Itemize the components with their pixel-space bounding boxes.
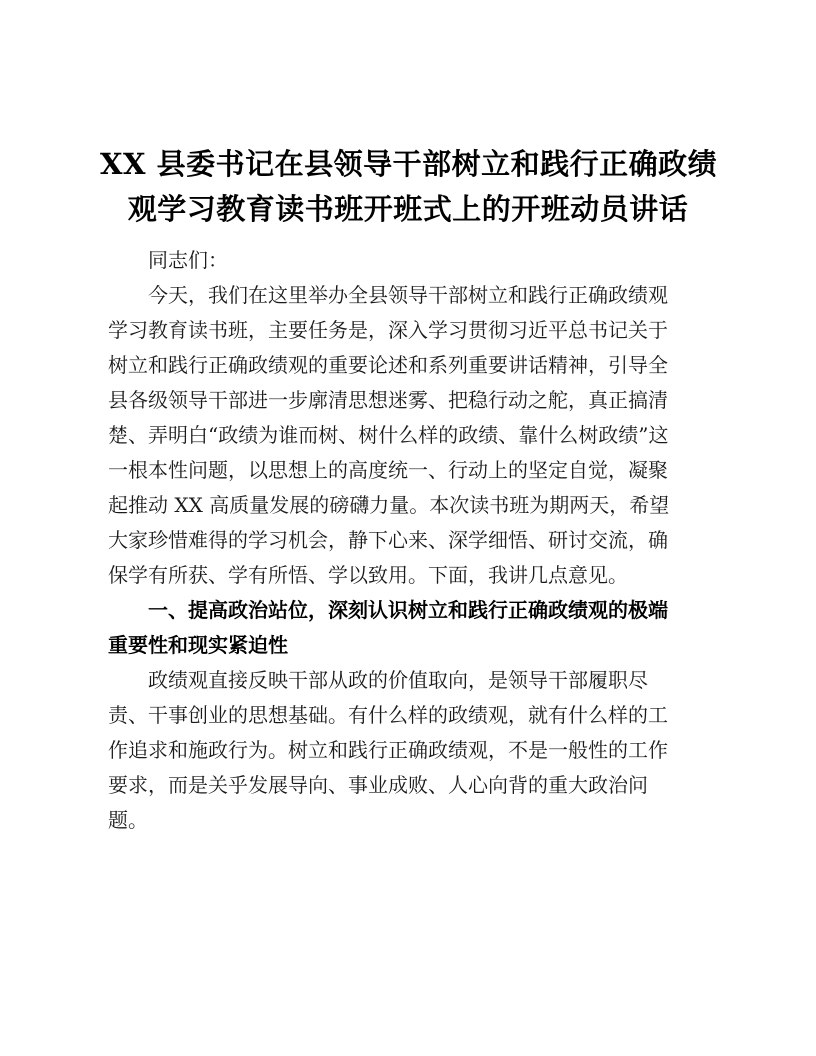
heading-line: 重要性和现实紧迫性 bbox=[108, 633, 288, 657]
paragraph-line: 今天，我们在这里举办全县领导干部树立和践行正确政绩观 bbox=[148, 283, 668, 307]
paragraph-line: 政绩观直接反映干部从政的价值取向，是领导干部履职尽 bbox=[148, 668, 648, 692]
paragraph-line: 责、干事创业的思想基础。有什么样的政绩观，就有什么样的工 bbox=[108, 703, 668, 727]
paragraph-intro bbox=[108, 278, 708, 593]
heading-line: 一、提高政治站位，深刻认识树立和践行正确政绩观的极端 bbox=[148, 598, 668, 622]
title-line: XX 县委书记在县领导干部树立和践行正确政绩 bbox=[100, 147, 718, 181]
salutation: 同志们： bbox=[148, 248, 228, 272]
document-body bbox=[108, 243, 708, 838]
paragraph-line: 起推动 XX 高质量发展的磅礴力量。本次读书班为期两天，希望 bbox=[108, 493, 670, 517]
section-heading bbox=[108, 593, 708, 663]
paragraph-line: 树立和践行正确政绩观的重要论述和系列重要讲话精神，引导全 bbox=[108, 353, 668, 377]
paragraph-line: 楚、弄明白“政绩为谁而树、树什么样的政绩、靠什么树政绩”这 bbox=[108, 423, 669, 447]
title-line: 观学习教育读书班开班式上的开班动员讲话 bbox=[127, 192, 689, 226]
paragraph-line: 县各级领导干部进一步廓清思想迷雾、把稳行动之舵，真正搞清 bbox=[108, 388, 668, 412]
paragraph-line: 大家珍惜难得的学习机会，静下心来、深学细悟、研讨交流，确 bbox=[108, 528, 668, 552]
paragraph-line: 保学有所获、学有所悟、学以致用。下面，我讲几点意见。 bbox=[108, 563, 628, 587]
paragraph-line: 题。 bbox=[108, 808, 148, 832]
paragraph-line: 要求，而是关乎发展导向、事业成败、人心向背的重大政治问 bbox=[108, 773, 648, 797]
paragraph-line: 一根本性问题，以思想上的高度统一、行动上的坚定自觉，凝聚 bbox=[108, 458, 668, 482]
paragraph-line: 作追求和施政行为。树立和践行正确政绩观，不是一般性的工作 bbox=[108, 738, 668, 762]
paragraph-section1 bbox=[108, 663, 708, 838]
document-title bbox=[100, 142, 716, 232]
paragraph-line: 学习教育读书班，主要任务是，深入学习贯彻习近平总书记关于 bbox=[108, 318, 668, 342]
